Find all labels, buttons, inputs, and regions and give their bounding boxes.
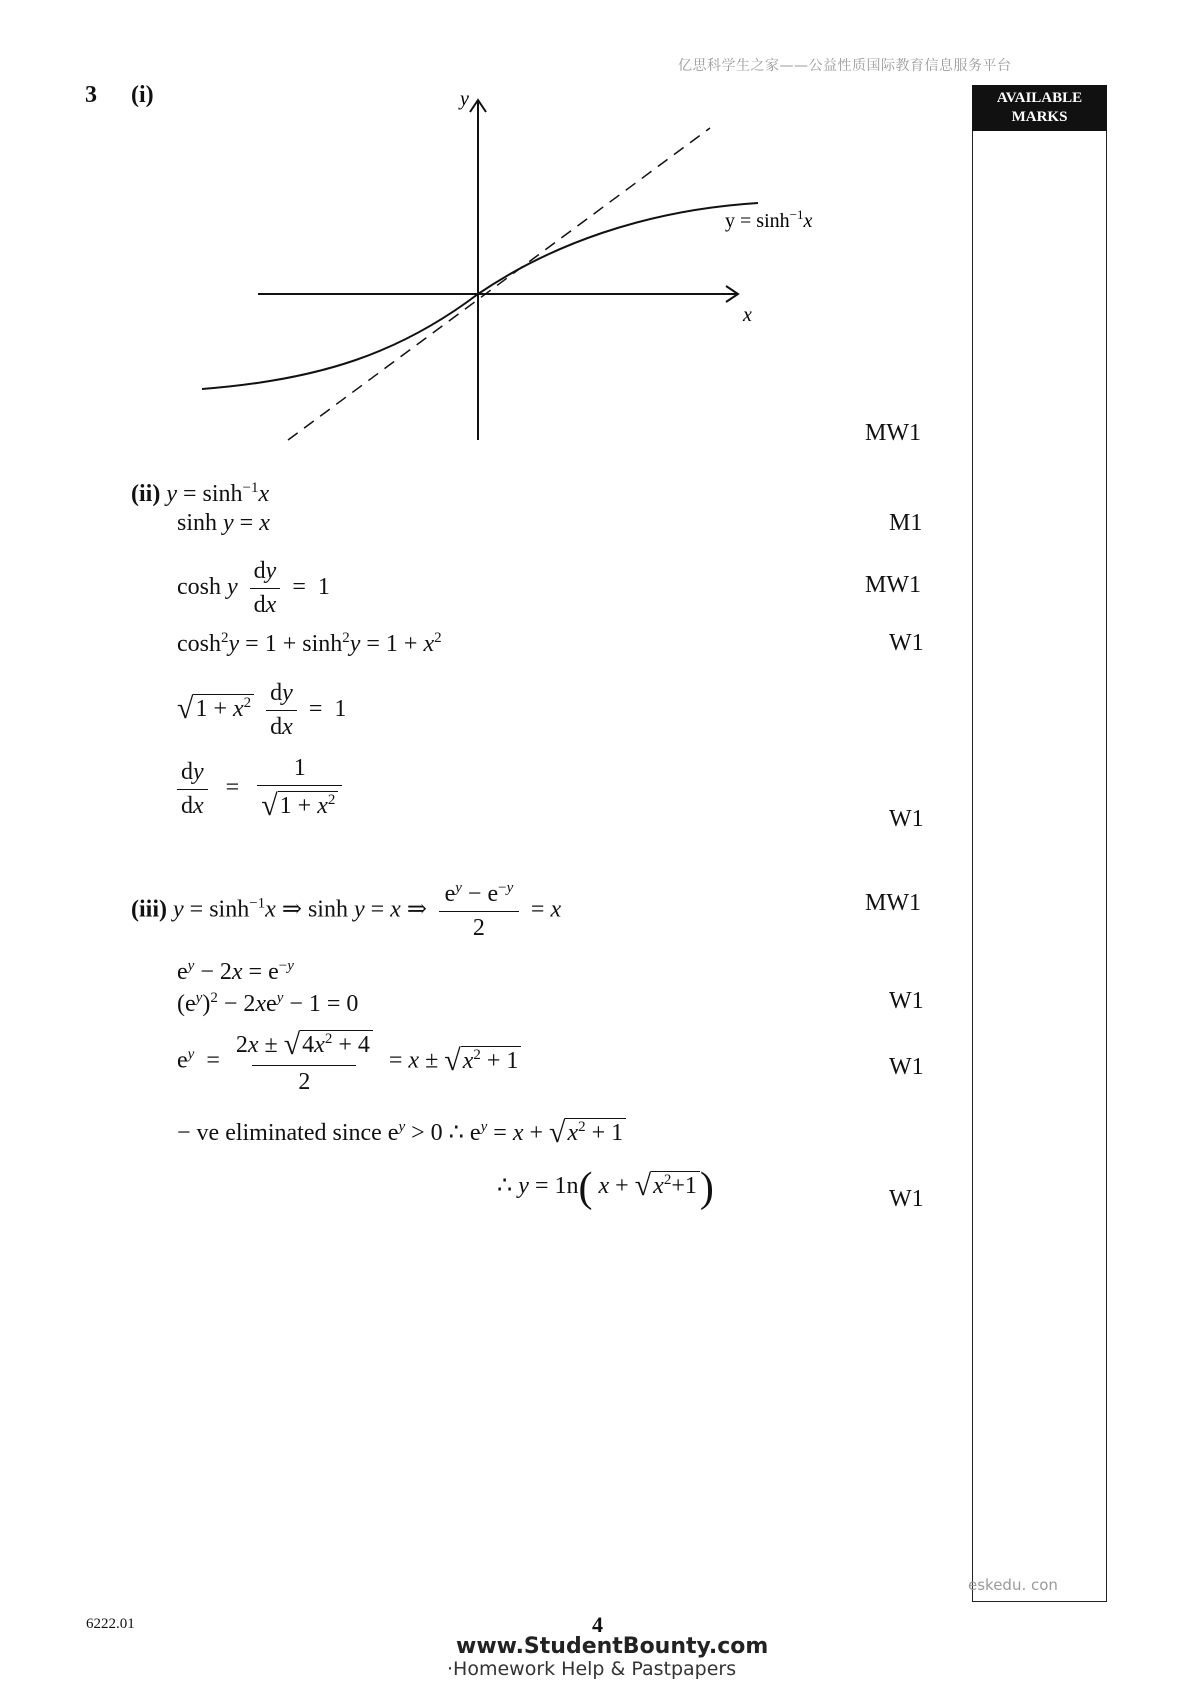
ii-line-5: $√1 + x^2$ $\frac{dy}{dx}$ = 1 xyxy=(177,680,347,740)
part-i-label: (i) xyxy=(131,82,154,108)
iii-line-2: $e^y - 2x = e^{-y}$ xyxy=(177,958,294,985)
curve-sinh-inverse xyxy=(202,203,758,389)
curve-label xyxy=(725,207,812,232)
y-axis-label: y xyxy=(460,88,469,110)
ii-line-1: (ii) $y = \sinh^{-1}x$ xyxy=(131,480,270,507)
bottom-right-watermark: eskedu. con xyxy=(968,1576,1058,1594)
mark-ii-4: W1 xyxy=(889,806,924,832)
mark-iii-2: W1 xyxy=(889,988,924,1014)
iii-line-6: ∴ y = 1n( $x + √x^2+1$) xyxy=(497,1165,714,1211)
paper-code: 6222.01 xyxy=(86,1616,135,1632)
question-number: 3 xyxy=(85,82,97,108)
iii-line-4: $e^y$ = $\frac{2x \pm √4x^2 + 4}{2}$ = $x \pm √x^2 + 1$ xyxy=(177,1028,521,1096)
ii-line-6: $\frac{dy}{dx}$ = $\frac{1}{√1 + x^2}$ xyxy=(177,755,348,823)
marks-header xyxy=(972,85,1107,131)
mark-ii-2: MW1 xyxy=(865,572,921,598)
curve-label-sup: −1 xyxy=(789,207,804,222)
mark-ii-3: W1 xyxy=(889,630,924,656)
marks-header-line2: MARKS xyxy=(1011,109,1068,125)
ii-line-2: sinh y = x xyxy=(177,510,270,536)
iii-line-5: − ve eliminated since $e^y > 0$ ∴ $e^y = x + √x^2 + 1$ xyxy=(177,1116,626,1150)
curve-label-var: x xyxy=(803,210,813,232)
curve-label-base: y = sinh xyxy=(725,210,790,232)
asymptote-line-y-equals-x xyxy=(288,128,710,440)
top-watermark: 亿思科学生之家——公益性质国际教育信息服务平台 xyxy=(678,58,1012,74)
part-ii-label: (ii) xyxy=(131,481,161,507)
mark-iii-3: W1 xyxy=(889,1054,924,1080)
mark-iii-1: MW1 xyxy=(865,890,921,916)
ii-line-3: cosh y $\frac{dy}{dx}$ = 1 xyxy=(177,558,330,618)
iii-line-3: $(e^y)^2 - 2xe^y - 1 = 0$ xyxy=(177,990,359,1017)
marks-header-line1: AVAILABLE xyxy=(996,90,1083,106)
mark-ii-1: M1 xyxy=(889,510,923,536)
sinh-inverse-graph xyxy=(190,85,840,455)
x-axis-label: x xyxy=(743,304,752,326)
marks-column xyxy=(972,85,1107,1602)
mark-part-i: MW1 xyxy=(865,420,921,446)
iii-line-1: (iii) $y = \sinh^{-1}x$ ⇒ sinh y = x ⇒ $\frac{e^y - e^{-y}}{2}$ = x xyxy=(131,880,562,941)
mark-iii-4: W1 xyxy=(889,1186,924,1212)
part-iii-label: (iii) xyxy=(131,896,167,923)
page-number: 4 xyxy=(592,1612,603,1637)
ii-line-4: $\cosh^2y = 1 + \sinh^2y = 1 + x^2$ xyxy=(177,630,442,657)
studentbounty-tagline: ·Homework Help & Pastpapers xyxy=(447,1658,737,1680)
studentbounty-url[interactable]: www.StudentBounty.com xyxy=(456,1634,769,1659)
